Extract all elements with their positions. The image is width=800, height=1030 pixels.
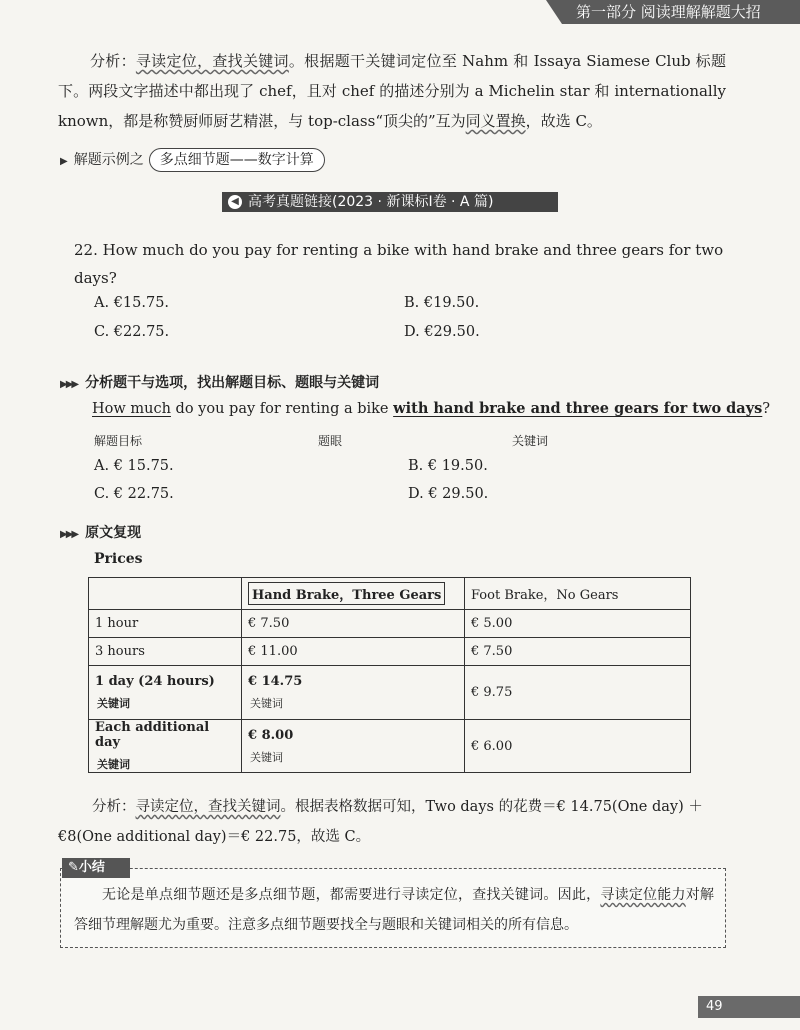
triple-arrow-icon: ▶▶▶	[60, 379, 78, 390]
option-d: D. €29.50.	[404, 324, 480, 340]
option-b: B. €19.50.	[404, 295, 480, 311]
triple-arrow-icon: ▶▶▶	[60, 529, 78, 540]
keyword-note: 关键词	[250, 697, 283, 710]
summary-highlight: 寻读定位能力	[600, 887, 686, 903]
hand-price: € 8.00	[248, 727, 294, 743]
example-label: 解题示例之	[73, 152, 144, 168]
question-target: How much	[92, 401, 171, 417]
question-22	[74, 236, 724, 292]
analysis-sentence: 。根据题干关键词定位至 Nahm 和 Issaya Siamese Club 标题下。两段文字描述中都出现了 chef，且对 chef 的描述分别为 a Michelin star 和 internationally known，都是称赞厨师厨艺精湛，与 top-class“顶尖的”互为	[58, 52, 726, 130]
original-section-heading	[60, 522, 141, 542]
analysis-method: 寻读定位，查找关键词	[135, 52, 289, 70]
table-header-empty	[89, 578, 242, 610]
keyword-note: 关键词	[250, 750, 283, 764]
summary-tag	[62, 858, 130, 878]
row-label-cell	[89, 666, 242, 720]
question-number: 22.	[74, 241, 98, 259]
analysis-paragraph-1	[58, 46, 726, 136]
prices-table	[88, 577, 691, 773]
flag-icon: ◀	[228, 195, 242, 209]
question-middle: do you pay for renting a bike	[170, 401, 394, 417]
triangle-icon: ▶	[60, 156, 66, 167]
table-row	[89, 720, 691, 773]
row-label: Each additional day	[95, 720, 210, 750]
summary-text	[74, 880, 714, 940]
exam-link-banner	[222, 192, 558, 212]
table-header-row	[89, 578, 691, 610]
analyze-option-d: D. € 29.50.	[408, 486, 489, 502]
keyword-note: 关键词	[97, 758, 130, 771]
analysis-prefix: 分析：	[90, 52, 136, 70]
question-keywords: with hand brake and three gears for two days	[393, 400, 763, 417]
analysis2-line2: €8(One additional day)＝€ 22.75，故选 C。	[58, 829, 371, 845]
analyze-section-heading	[60, 372, 379, 392]
analyze-option-b: B. € 19.50.	[408, 458, 488, 474]
chapter-title: 第一部分 阅读理解解题大招	[576, 3, 761, 21]
question-end: ?	[762, 401, 771, 417]
analyze-section-title: 分析题干与选项，找出解题目标、题眼与关键词	[85, 375, 380, 391]
analysis2-prefix: 分析：	[92, 799, 136, 815]
example-type-pill: 多点细节题——数字计算	[149, 148, 325, 172]
analysis-paragraph-2	[58, 792, 726, 852]
keyword-note: 关键词	[97, 697, 130, 710]
foot-price: € 5.00	[465, 610, 691, 638]
row-label: 3 hours	[89, 638, 242, 666]
table-row	[89, 610, 691, 638]
question-text: How much do you pay for renting a bike with hand brake and three gears for two days?	[74, 241, 724, 287]
option-c: C. €22.75.	[94, 324, 170, 340]
hand-price-cell	[242, 720, 465, 773]
summary-text-c: 对解答细节理解题尤为重要。注意多点细节题要找全与题眼和关键词相关的所有信息。	[74, 887, 715, 933]
table-header-hand	[242, 578, 465, 610]
original-section-title: 原文复现	[85, 525, 142, 541]
hand-price: € 14.75	[248, 674, 303, 689]
hand-price-cell	[242, 666, 465, 720]
table-row	[89, 666, 691, 720]
analysis2-line1	[58, 792, 726, 822]
foot-price: € 7.50	[465, 638, 691, 666]
table-row	[89, 638, 691, 666]
label-eye: 题眼	[318, 434, 343, 448]
chapter-header	[562, 0, 800, 24]
analysis-synonym: 同义置换	[465, 112, 526, 130]
label-keyword: 关键词	[512, 434, 549, 448]
table-title: Prices	[94, 551, 143, 567]
summary-text-a: 无论是单点细节题还是多点细节题，都需要进行寻读定位，查找关键词。因此，	[102, 887, 601, 903]
analysis2-text1: 。根据表格数据可知，Two days 的花费＝€ 14.75(One day) ＋	[280, 799, 703, 815]
foot-price: € 6.00	[465, 720, 691, 773]
row-label: 1 hour	[89, 610, 242, 638]
hand-price: € 11.00	[242, 638, 465, 666]
summary-tag-label: 小结	[78, 860, 105, 875]
hand-price: € 7.50	[242, 610, 465, 638]
analyzed-question	[92, 400, 770, 417]
analyze-option-c: C. € 22.75.	[94, 486, 174, 502]
row-label-cell	[89, 720, 242, 773]
table-header-foot: Foot Brake，No Gears	[465, 578, 691, 610]
page-number: 49	[698, 996, 800, 1018]
row-label: 1 day (24 hours)	[95, 674, 215, 689]
foot-price: € 9.75	[465, 666, 691, 720]
analyze-option-a: A. € 15.75.	[94, 458, 174, 474]
exam-link-label: 高考真题链接(2023 · 新课标Ⅰ卷 · A 篇)	[248, 194, 494, 210]
analysis2-method: 寻读定位，查找关键词	[135, 799, 281, 815]
analysis-ending: ，故选 C。	[525, 112, 602, 130]
example-heading	[60, 148, 325, 172]
option-a: A. €15.75.	[94, 295, 170, 311]
label-target: 解题目标	[94, 434, 143, 448]
hand-brake-header: Hand Brake，Three Gears	[248, 582, 445, 605]
pencil-icon: ✎	[68, 860, 79, 875]
